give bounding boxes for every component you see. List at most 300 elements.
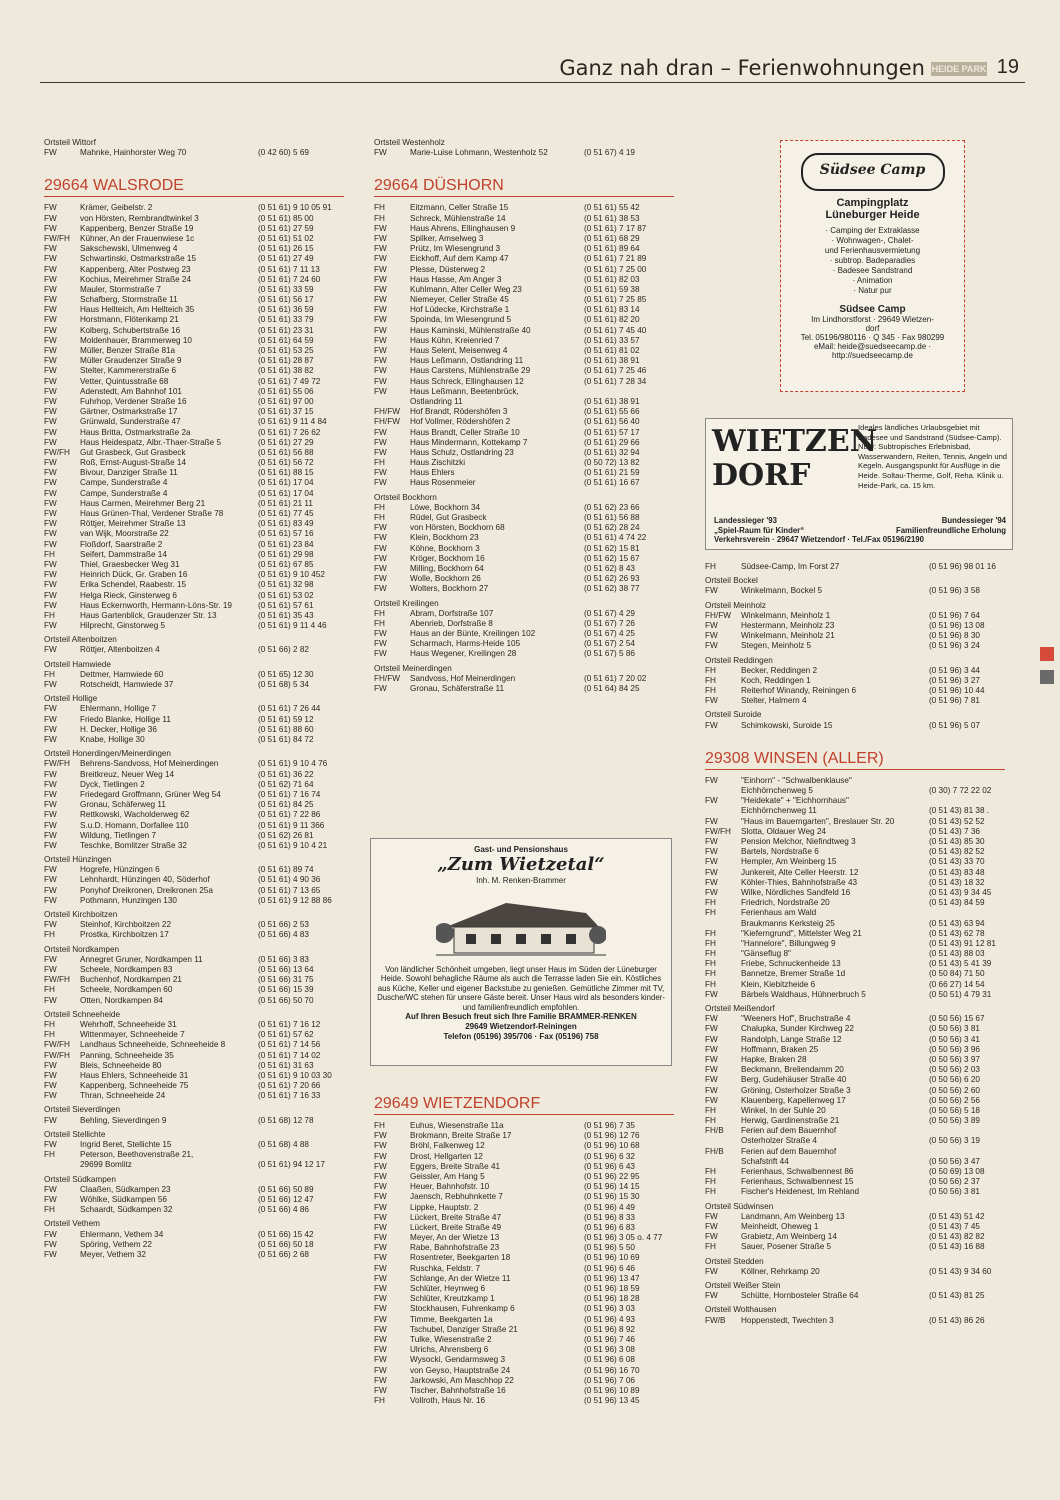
listing-row xyxy=(44,560,344,570)
listing-section xyxy=(705,1202,1025,1253)
listing-section xyxy=(44,1219,344,1260)
district-label: Ortsteil Hamwiede xyxy=(44,659,111,669)
listing-type: FW xyxy=(44,885,57,895)
listing-type: FW xyxy=(705,796,718,806)
listing-row xyxy=(44,1116,344,1126)
listing-phone: (0 50 56) 2 37 xyxy=(929,1177,980,1187)
gast-address: 29649 Wietzendorf-Reiningen xyxy=(465,1022,577,1032)
listing-row xyxy=(705,1126,1025,1136)
listing-section xyxy=(44,1105,344,1125)
listing-row xyxy=(705,1086,1025,1096)
listing-type: FW xyxy=(44,1239,57,1249)
listing-name: Sakschewski, Ulmenweg 4 xyxy=(80,244,178,254)
listing-row xyxy=(44,448,344,458)
listing-name: Drost, Hellgarten 12 xyxy=(410,1151,483,1161)
listing-name: Schlange, An der Wietze 11 xyxy=(410,1273,511,1283)
listing-section xyxy=(374,1094,674,1406)
listing-type: FW xyxy=(705,989,718,999)
listing-type: FW xyxy=(44,621,57,631)
listing-name: Gronau, Schäferweg 11 xyxy=(80,800,166,810)
listing-name: Rotscheidt, Hamwiede 37 xyxy=(80,680,174,690)
listing-type: FW xyxy=(374,563,387,573)
wz-right-1: Bundessieger '94 xyxy=(941,516,1006,526)
listing-type: FW xyxy=(44,1140,57,1150)
listing-type: FW xyxy=(705,1044,718,1054)
district-label: Ortsteil Kirchboitzen xyxy=(44,910,118,920)
listing-row xyxy=(44,670,344,680)
listing-type: FH xyxy=(705,665,716,675)
camp-feature-line: · Wohnwagen-, Chalet- xyxy=(831,236,914,245)
listing-phone: (0 50 72) 13 82 xyxy=(584,458,640,468)
listing-phone: (0 51 61) 21 11 xyxy=(258,498,313,508)
listing-type: FW xyxy=(374,356,387,366)
listing-phone: (0 51 66) 4 83 xyxy=(258,930,309,940)
page-title: Ganz nah dran – Ferienwohnungen xyxy=(559,56,925,80)
listing-type xyxy=(705,1136,741,1146)
listing-row xyxy=(705,1232,1025,1242)
listing-phone: (0 51 61) 23 84 xyxy=(258,539,314,549)
listing-type: FW xyxy=(705,816,718,826)
listing-name: Mahnke, Hainhorster Weg 70 xyxy=(80,148,187,158)
listing-row xyxy=(44,234,344,244)
wietzendorf-ad xyxy=(705,418,1013,550)
listing-phone: (0 51 66) 15 42 xyxy=(258,1229,314,1239)
listing-section xyxy=(705,749,1025,1000)
listing-name: Moldenhauer, Brammerweg 10 xyxy=(80,335,192,345)
listing-name: Hapke, Braken 28 xyxy=(741,1054,807,1064)
listing-row xyxy=(374,148,674,158)
listing-row xyxy=(374,275,674,285)
listing-name: Wilke, Nördliches Sandfeld 16 xyxy=(741,887,851,897)
listing-name: Haus Rosenmeier xyxy=(410,478,476,488)
listing-row xyxy=(705,1147,1025,1157)
listing-row xyxy=(374,1366,674,1376)
listing-phone: (0 42 60) 5 69 xyxy=(258,148,309,158)
listing-row xyxy=(705,857,1025,867)
listing-name: Schreck, Mühlenstraße 14 xyxy=(410,213,506,223)
listing-name: Haus Zischitzki xyxy=(410,458,466,468)
listing-type: FW xyxy=(705,631,718,641)
listing-type: FW xyxy=(44,244,57,254)
listing-section xyxy=(705,1305,1025,1325)
column-2-bottom xyxy=(374,1076,674,1406)
listing-type xyxy=(705,786,741,796)
listing-phone: (0 51 61) 36 22 xyxy=(258,769,314,779)
listing-row xyxy=(374,214,674,224)
listing-row xyxy=(374,629,674,639)
listing-row xyxy=(374,1203,674,1213)
listing-phone: (0 51 61) 56 88 xyxy=(584,513,640,523)
listing-name: Sauer, Posener Straße 5 xyxy=(741,1242,832,1252)
listing-phone: (0 51 96) 10 69 xyxy=(584,1253,640,1263)
listing-type: FW xyxy=(44,875,57,885)
listing-name: Rosentreter, Beekgarten 18 xyxy=(410,1253,511,1263)
listing-row xyxy=(705,641,1025,651)
listing-name: Wittenmayer, Schneeheide 7 xyxy=(80,1030,185,1040)
district-label: Ortsteil Honerdingen/Meinerdingen xyxy=(44,749,171,759)
listing-name: Kuhlmann, Alter Celler Weg 23 xyxy=(410,284,522,294)
listing-row xyxy=(705,786,1025,796)
listing-phone: (0 51 43) 7 45 xyxy=(929,1221,980,1231)
listing-type: FW xyxy=(374,447,387,457)
gast-tel: Telefon (05196) 395/706 · Fax (05196) 758 xyxy=(443,1032,599,1042)
town-heading: 29649 WIETZENDORF xyxy=(374,1094,674,1115)
listing-name: Dettmer, Hamwiede 60 xyxy=(80,669,164,679)
listing-type: FW xyxy=(44,366,57,376)
listing-phone: (0 51 96) 4 93 xyxy=(584,1314,635,1324)
listing-type: FW xyxy=(374,1182,387,1192)
listing-row xyxy=(374,438,674,448)
listing-phone: (0 51 61) 56 72 xyxy=(258,458,314,468)
listing-row xyxy=(374,1162,674,1172)
listing-name: Kröger, Bockhorn 16 xyxy=(410,553,485,563)
listing-type: FH xyxy=(44,1019,55,1029)
listing-phone: (0 50 51) 4 79 31 xyxy=(929,989,992,999)
listing-name: Haus an der Bünte, Kreilingen 102 xyxy=(410,629,536,639)
listing-type: FW xyxy=(44,1070,57,1080)
listing-type: FW xyxy=(374,1141,387,1151)
listing-phone: (0 51 61) 38 82 xyxy=(258,366,314,376)
listing-phone: (0 66 27) 14 54 xyxy=(929,979,985,989)
listing-row xyxy=(705,1055,1025,1065)
listing-row xyxy=(374,503,674,513)
wietzendorf-logo-line2: DORF xyxy=(712,458,811,493)
listing-phone: (0 51 43) 18 32 xyxy=(929,877,985,887)
district-label: Ortsteil Nordkampen xyxy=(44,944,120,954)
listing-phone: (0 51 61) 7 20 66 xyxy=(258,1081,321,1091)
listing-type: FW xyxy=(44,539,57,549)
listing-type: FW xyxy=(374,366,387,376)
listing-phone: (0 50 56) 15 67 xyxy=(929,1014,985,1024)
listing-name: Haus Wegener, Kreilingen 28 xyxy=(410,649,517,659)
listing-name: Annegret Gruner, Nordkampen 11 xyxy=(80,954,203,964)
listing-section xyxy=(44,749,344,851)
listing-name: Abram, Dorfstraße 107 xyxy=(410,608,494,618)
listing-row xyxy=(44,438,344,448)
listing-type: FW/FH xyxy=(705,826,731,836)
listing-row xyxy=(44,601,344,611)
listing-phone: (0 51 61) 7 22 86 xyxy=(258,810,321,820)
listing-type: FW xyxy=(44,529,57,539)
listing-row xyxy=(44,580,344,590)
listing-type: FW xyxy=(374,553,387,563)
listing-type: FW xyxy=(374,1284,387,1293)
listing-row xyxy=(705,817,1025,827)
listing-type: FW xyxy=(374,427,387,437)
listing-type: FW xyxy=(44,284,57,294)
listing-type: FW xyxy=(705,857,718,867)
listing-row xyxy=(44,254,344,264)
listing-name: Brokmann, Breite Straße 17 xyxy=(410,1131,512,1141)
listing-name: Röttjer, Meirehmer Straße 13 xyxy=(80,519,186,529)
listing-name: Friedo Blanke, Hollige 11 xyxy=(80,714,171,724)
listing-row xyxy=(705,949,1025,959)
listing-row xyxy=(44,985,344,995)
listing-row xyxy=(374,554,674,564)
listing-row xyxy=(374,478,674,488)
listing-row xyxy=(374,265,674,275)
camp-mail: eMail: heide@suedseecamp.de · xyxy=(813,342,932,351)
listing-name: Ferienhaus am Wald xyxy=(741,908,817,918)
listing-row xyxy=(44,896,344,906)
listing-name: Heinrich Dück, Gr. Graben 16 xyxy=(80,570,188,580)
listing-phone: (0 51 61) 68 29 xyxy=(584,233,640,243)
listing-phone: (0 51 61) 85 00 xyxy=(258,213,314,223)
listing-row xyxy=(374,1325,674,1335)
listing-name: Kappenberg, Alter Postweg 23 xyxy=(80,264,191,274)
listing-row xyxy=(705,990,1025,1000)
listing-name: Reiterhof Winandy, Reiningen 6 xyxy=(741,686,856,696)
listing-name: Ulrichs, Ahrensberg 6 xyxy=(410,1345,489,1355)
listing-phone: (0 51 66) 15 39 xyxy=(258,985,314,995)
listing-phone: (0 51 67) 7 26 xyxy=(584,618,635,628)
listing-phone: (0 51 64) 84 25 xyxy=(584,684,640,694)
listing-phone: (0 51 96) 8 33 xyxy=(584,1212,635,1222)
listing-phone: (0 51 61) 9 10 03 30 xyxy=(258,1070,332,1080)
listing-name: Klein, Kiebitzheide 6 xyxy=(741,979,816,989)
listing-section xyxy=(44,176,344,631)
listing-name: Campe, Sunderstraße 4 xyxy=(80,478,168,488)
listing-phone: (0 51 61) 57 61 xyxy=(258,600,314,610)
listing-name: Haus Ehlers, Schneeheide 31 xyxy=(80,1070,189,1080)
listing-row xyxy=(374,1192,674,1202)
grey-marker xyxy=(1040,670,1054,684)
listing-type: FW xyxy=(374,1314,387,1324)
listing-row xyxy=(705,847,1025,857)
listing-row xyxy=(374,387,674,397)
listing-row xyxy=(374,1233,674,1243)
listing-name: Gut Grasbeck, Gut Grasbeck xyxy=(80,447,186,457)
listing-phone: (0 51 61) 17 04 xyxy=(258,488,314,498)
listing-name: Hestermann, Meinholz 23 xyxy=(741,620,835,630)
camp-title-1: Campingplatz xyxy=(836,197,909,209)
listing-row xyxy=(705,868,1025,878)
listing-type: FW xyxy=(44,1249,57,1259)
listing-phone: (0 51 68) 5 34 xyxy=(258,680,309,690)
listing-section xyxy=(374,493,674,595)
listing-phone: (0 51 43) 7 36 xyxy=(929,826,980,836)
listing-phone: (0 50 56) 3 81 xyxy=(929,1187,980,1197)
listing-type: FH xyxy=(705,1177,716,1187)
listing-row xyxy=(44,865,344,875)
listing-type: FW/FH xyxy=(44,975,70,985)
listing-row xyxy=(705,1065,1025,1075)
listing-name: "Heidekate" + "Eichhornhaus" xyxy=(741,796,849,806)
listing-row xyxy=(44,295,344,305)
listing-row xyxy=(705,878,1025,888)
listing-name: H. Decker, Hollige 36 xyxy=(80,724,157,734)
listing-name: Kappenberg, Schneeheide 75 xyxy=(80,1081,189,1091)
listing-section xyxy=(705,576,1025,596)
listing-section xyxy=(374,138,674,158)
listing-name: Tschubel, Danziger Straße 21 xyxy=(410,1324,518,1334)
listing-row xyxy=(44,366,344,376)
listing-phone: (0 51 96) 12 76 xyxy=(584,1131,640,1141)
listing-name: "Haus im Bauerngarten", Breslauer Str. 20 xyxy=(741,816,895,826)
listing-phone: (0 51 61) 7 26 44 xyxy=(258,704,321,714)
listing-section xyxy=(44,1130,344,1171)
listing-name: Ehlermann, Vethem 34 xyxy=(80,1229,164,1239)
listing-row xyxy=(44,519,344,529)
listing-phone: (0 51 43) 9 34 45 xyxy=(929,887,992,897)
listing-type: FW xyxy=(374,1304,387,1314)
listing-row xyxy=(374,1284,674,1294)
listing-type: FW xyxy=(705,1085,718,1095)
listing-row xyxy=(44,397,344,407)
listing-row xyxy=(44,1250,344,1260)
listing-row xyxy=(44,800,344,810)
listing-name: Haus Eckernworth, Hermann-Löns-Str. 19 xyxy=(80,600,232,610)
listing-row xyxy=(705,969,1025,979)
listing-row xyxy=(374,397,674,407)
listing-type: FW xyxy=(705,837,718,846)
page-number: 19 xyxy=(996,56,1019,78)
listing-phone: (0 50 56) 2 03 xyxy=(929,1065,980,1075)
listing-phone: (0 51 96) 15 30 xyxy=(584,1192,640,1202)
listing-name: Ferien auf dem Bauernhof xyxy=(741,1146,837,1156)
listing-name: van Wijk, Moorstraße 22 xyxy=(80,529,169,539)
district-label: Ortsteil Wolthausen xyxy=(705,1305,777,1315)
listing-row xyxy=(374,1253,674,1263)
listing-name: Scharmach, Harms-Heide 105 xyxy=(410,639,521,649)
listing-phone: (0 51 62) 23 66 xyxy=(584,502,640,512)
listing-phone xyxy=(584,387,674,397)
listing-row xyxy=(705,611,1025,621)
listing-name: Haus Britta, Ostmarkstraße 2a xyxy=(80,427,191,437)
listing-section xyxy=(374,176,674,488)
listing-row xyxy=(705,721,1025,731)
listing-name: Rüdel, Gut Grasbeck xyxy=(410,513,487,523)
gast-body: Von ländlicher Schönheit umgeben, liegt unser Haus im Süden der Lüneburger Heide. Sowohl behagliche Räume als auch die Terrasse laden Sie ein. Köstliches aus Küche, Keller und eigener Backstube zu genießen. Gemütliche Zimmer mit TV, Dusche/WC stehen für unsere Gäste bereit. Unser Haus wird als besonders kinder- und familienfreundlich empfohlen. xyxy=(377,965,665,1012)
listing-name: Landhaus Schneeheide, Schneeheide 8 xyxy=(80,1040,226,1050)
listing-phone: (0 51 96) 13 45 xyxy=(584,1396,640,1406)
listing-row xyxy=(44,704,344,714)
listing-type: FW xyxy=(374,1385,387,1395)
listing-type: FH xyxy=(374,1121,385,1130)
listing-phone: (0 50 56) 3 19 xyxy=(929,1136,980,1146)
listing-type: FW xyxy=(374,315,387,325)
listing-type: FW xyxy=(44,559,57,569)
listing-name: Scheele, Nordkampen 83 xyxy=(80,965,173,974)
listing-row xyxy=(44,715,344,725)
listing-type: FW xyxy=(44,315,57,325)
listing-phone: (0 51 61) 23 31 xyxy=(258,325,314,335)
listing-row xyxy=(44,458,344,468)
listing-type: FW xyxy=(44,458,57,468)
listing-row xyxy=(705,827,1025,837)
listing-phone: (0 51 96) 10 68 xyxy=(584,1141,640,1151)
listing-name: Haus Selent, Meisenweg 4 xyxy=(410,346,508,356)
listing-name: Niemeyer, Celler Straße 45 xyxy=(410,295,509,305)
listing-phone: (0 50 84) 71 50 xyxy=(929,969,985,979)
listing-name: Berg, Gudehäuser Straße 40 xyxy=(741,1075,847,1085)
listing-phone: (0 51 65) 12 30 xyxy=(258,669,314,679)
listing-name: Haus Carstens, Mühlenstraße 29 xyxy=(410,366,531,376)
listing-name: Haus Hellteich, Am Hellteich 35 xyxy=(80,305,195,315)
listing-name: Landmann, Am Weinberg 13 xyxy=(741,1211,845,1221)
listing-type: FW xyxy=(705,1211,718,1221)
listing-phone: (0 51 61) 7 25 85 xyxy=(584,295,647,305)
listing-section xyxy=(44,945,344,1006)
listing-type: FW xyxy=(44,356,57,366)
listing-row xyxy=(44,315,344,325)
listing-phone: (0 51 61) 64 59 xyxy=(258,335,314,345)
listing-name: Chalupka, Sunder Kirchweg 22 xyxy=(741,1024,854,1034)
listing-name: Schlüter, Kreutzkamp 1 xyxy=(410,1294,495,1304)
listing-type: FW xyxy=(374,437,387,447)
listing-type: FH xyxy=(705,1242,716,1252)
listing-section xyxy=(705,601,1025,652)
listing-name: Löwe, Bockhorn 34 xyxy=(410,502,481,512)
listing-type: FH xyxy=(705,1116,716,1126)
listing-section xyxy=(705,562,1025,572)
listing-name: Euhus, Wiesenstraße 11a xyxy=(410,1121,504,1130)
listing-section xyxy=(705,1004,1025,1198)
district-label: Ortsteil Schneeheide xyxy=(44,1009,121,1019)
listing-name: Stockhausen, Fuhrenkamp 6 xyxy=(410,1304,515,1314)
listing-name: Milling, Bockhorn 64 xyxy=(410,563,484,573)
listing-row xyxy=(374,1396,674,1406)
listing-phone: (0 51 61) 7 14 02 xyxy=(258,1050,321,1060)
listing-row xyxy=(374,1376,674,1386)
listing-phone: (0 51 66) 31 75 xyxy=(258,975,314,985)
listing-type: FW xyxy=(374,1263,387,1273)
listing-name: Spoinda, Im Wiesengrund 5 xyxy=(410,315,512,325)
listing-phone: (0 51 61) 38 91 xyxy=(584,396,640,406)
listing-row xyxy=(374,1223,674,1233)
listing-name: Haus Kaminski, Mühlenstraße 40 xyxy=(410,325,531,335)
listing-type: FW xyxy=(44,1115,57,1125)
listing-phone: (0 51 61) 7 16 12 xyxy=(258,1019,321,1029)
listing-phone: (0 51 61) 7 26 62 xyxy=(258,427,321,437)
listing-type: FW xyxy=(705,775,718,785)
listing-row xyxy=(374,1131,674,1141)
listing-phone: (0 51 43) 91 12 81 xyxy=(929,938,996,948)
listing-type: FW xyxy=(44,865,57,875)
listing-name: Winkelmann, Meinholz 21 xyxy=(741,631,835,641)
listing-type: FW xyxy=(44,478,57,488)
listing-row xyxy=(44,1091,344,1101)
listing-type: FW xyxy=(374,295,387,305)
listing-row xyxy=(44,468,344,478)
listing-row xyxy=(374,1345,674,1355)
listing-phone: (0 51 61) 88 60 xyxy=(258,724,314,734)
listing-name: Lückert, Breite Straße 49 xyxy=(410,1222,502,1232)
listing-type: FW xyxy=(44,789,57,799)
district-label: Ortsteil Stellichte xyxy=(44,1129,106,1139)
listing-name: Tulke, Wiesenstraße 2 xyxy=(410,1334,492,1344)
listing-phone: (0 51 61) 56 40 xyxy=(584,417,640,427)
listing-type: FW xyxy=(44,335,57,345)
listing-phone: (0 50 56) 6 20 xyxy=(929,1075,980,1085)
camp-feature-list xyxy=(781,226,964,296)
listing-phone: (0 51 62) 26 93 xyxy=(584,574,640,584)
district-label: Ortsteil Meinerdingen xyxy=(374,663,452,673)
listing-name: von Hörsten, Rembrandtwinkel 3 xyxy=(80,213,199,223)
listing-name: Eggers, Breite Straße 41 xyxy=(410,1161,501,1171)
listing-row xyxy=(374,1315,674,1325)
listing-phone: (0 51 43) 9 34 60 xyxy=(929,1266,992,1276)
listing-phone: (0 51 61) 51 02 xyxy=(258,233,314,243)
listing-type: FH xyxy=(44,549,55,559)
listing-phone: (0 51 61) 35 43 xyxy=(258,610,314,620)
listing-name: Campe, Sunderstraße 4 xyxy=(80,488,168,498)
listing-type: FW xyxy=(705,720,718,730)
listing-row xyxy=(705,621,1025,631)
zum-wietzetal-ad xyxy=(370,838,672,1066)
listing-phone: (0 51 43) 16 88 xyxy=(929,1242,985,1252)
listing-phone xyxy=(929,1147,1025,1157)
